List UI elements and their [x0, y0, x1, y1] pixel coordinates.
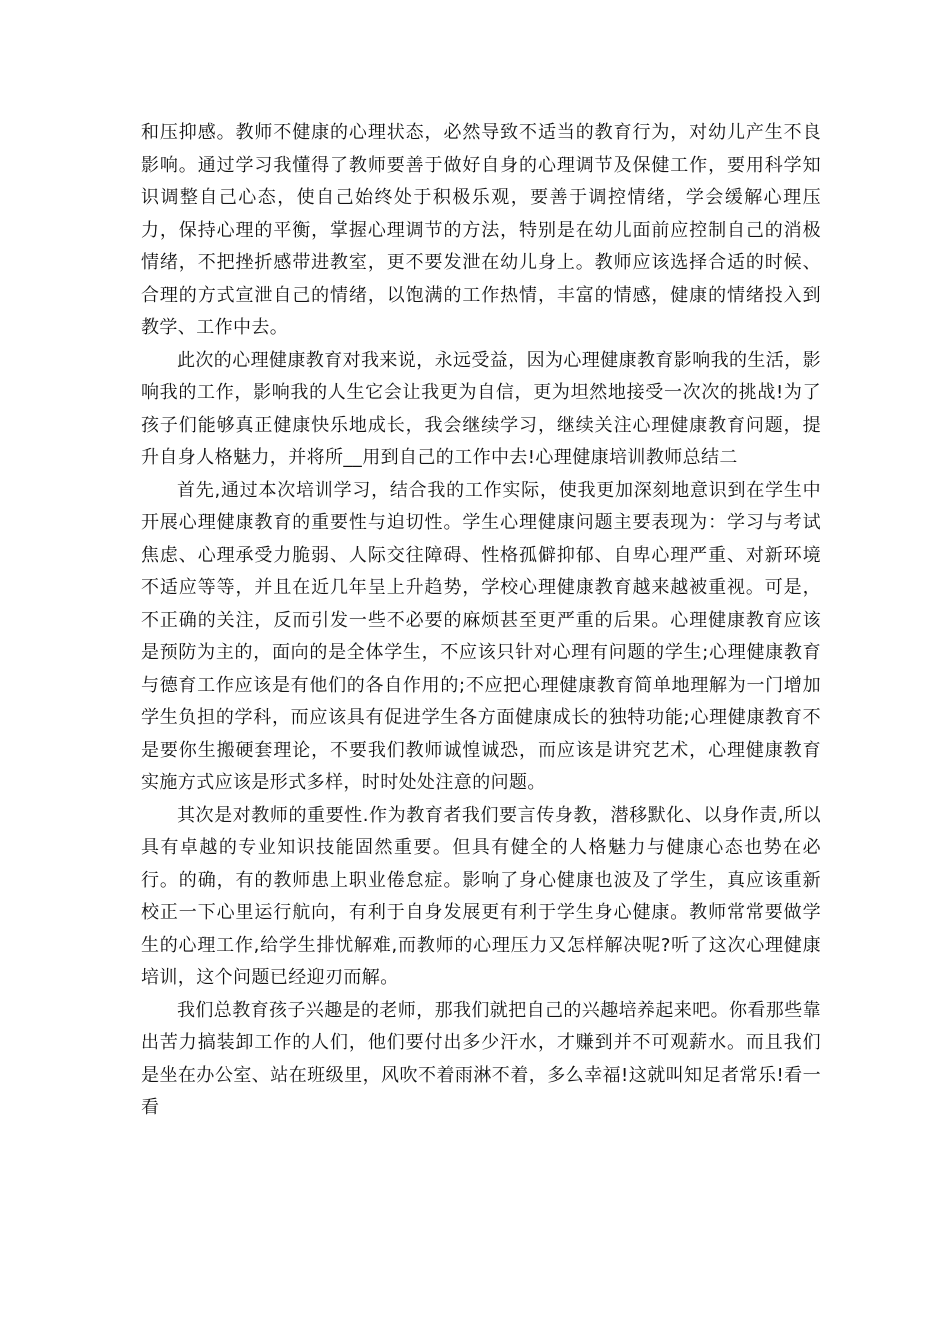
paragraph-continued: 和压抑感。教师不健康的心理状态，必然导致不适当的教育行为，对幼儿产生不良影响。通过学习我懂得了教师要善于做好自身的心理调节及保健工作，要用科学知识调整自己心态，使自己始终处于积极乐观，要善于调控情绪，学会缓解心理压力，保持心理的平衡，掌握心理调节的方法，特别是在幼儿面前应控制自己的消极情绪，不把挫折感带进教室，更不要发泄在幼儿身上。教师应该选择合适的时候、合理的方式宣泄自己的情绪，以饱满的工作热情，丰富的情感，健康的情绪投入到教学、工作中去。: [141, 122, 821, 338]
paragraph: 我们总教育孩子兴趣是的老师，那我们就把自己的兴趣培养起来吧。你看那些靠出苦力搞装卸工作的人们，他们要付出多少汗水，才赚到并不可观薪水。而且我们是坐在办公室、站在班级里，风吹不着雨淋不着，多么幸福!这就叫知足者常乐!看一看: [141, 999, 821, 1118]
paragraph: 首先,通过本次培训学习，结合我的工作实际，使我更加深刻地意识到在学生中开展心理健康教育的重要性与迫切性。学生心理健康问题主要表现为：学习与考试焦虑、心理承受力脆弱、人际交往障碍、性格孤僻抑郁、自卑心理严重、对新环境不适应等等，并且在近几年呈上升趋势，学校心理健康教育越来越被重视。可是，不正确的关注，反而引发一些不必要的麻烦甚至更严重的后果。心理健康教育应该是预防为主的，面向的是全体学生，不应该只针对心理有问题的学生;心理健康教育与德育工作应该是有他们的各自作用的;不应把心理健康教育简单地理解为一门增加学生负担的学科，而应该具有促进学生各方面健康成长的独特功能;心理健康教育不是要你生搬硬套理论，不要我们教师诚惶诚恐，而应该是讲究艺术，心理健康教育实施方式应该是形式多样，时时处处注意的问题。: [141, 479, 821, 793]
paragraph: 此次的心理健康教育对我来说，永远受益，因为心理健康教育影响我的生活，影响我的工作，影响我的人生它会让我更为自信，更为坦然地接受一次次的挑战!为了孩子们能够真正健康快乐地成长，我会继续学习，继续关注心理健康教育问题，提升自身人格魅力，并将所__用到自己的工作中去!心理健康培训教师总结二: [141, 349, 821, 468]
paragraph: 其次是对教师的重要性.作为教育者我们要言传身教，潜移默化、以身作责,所以具有卓越的专业知识技能固然重要。但具有健全的人格魅力与健康心态也势在必行。的确，有的教师患上职业倦怠症。影响了身心健康也波及了学生，真应该重新校正一下心里运行航向，有利于自身发展更有利于学生身心健康。教师常常要做学生的心理工作,给学生排忧解难,而教师的心理压力又怎样解决呢?听了这次心理健康培训，这个问题已经迎刃而解。: [141, 804, 821, 988]
document-body: [141, 117, 821, 1125]
